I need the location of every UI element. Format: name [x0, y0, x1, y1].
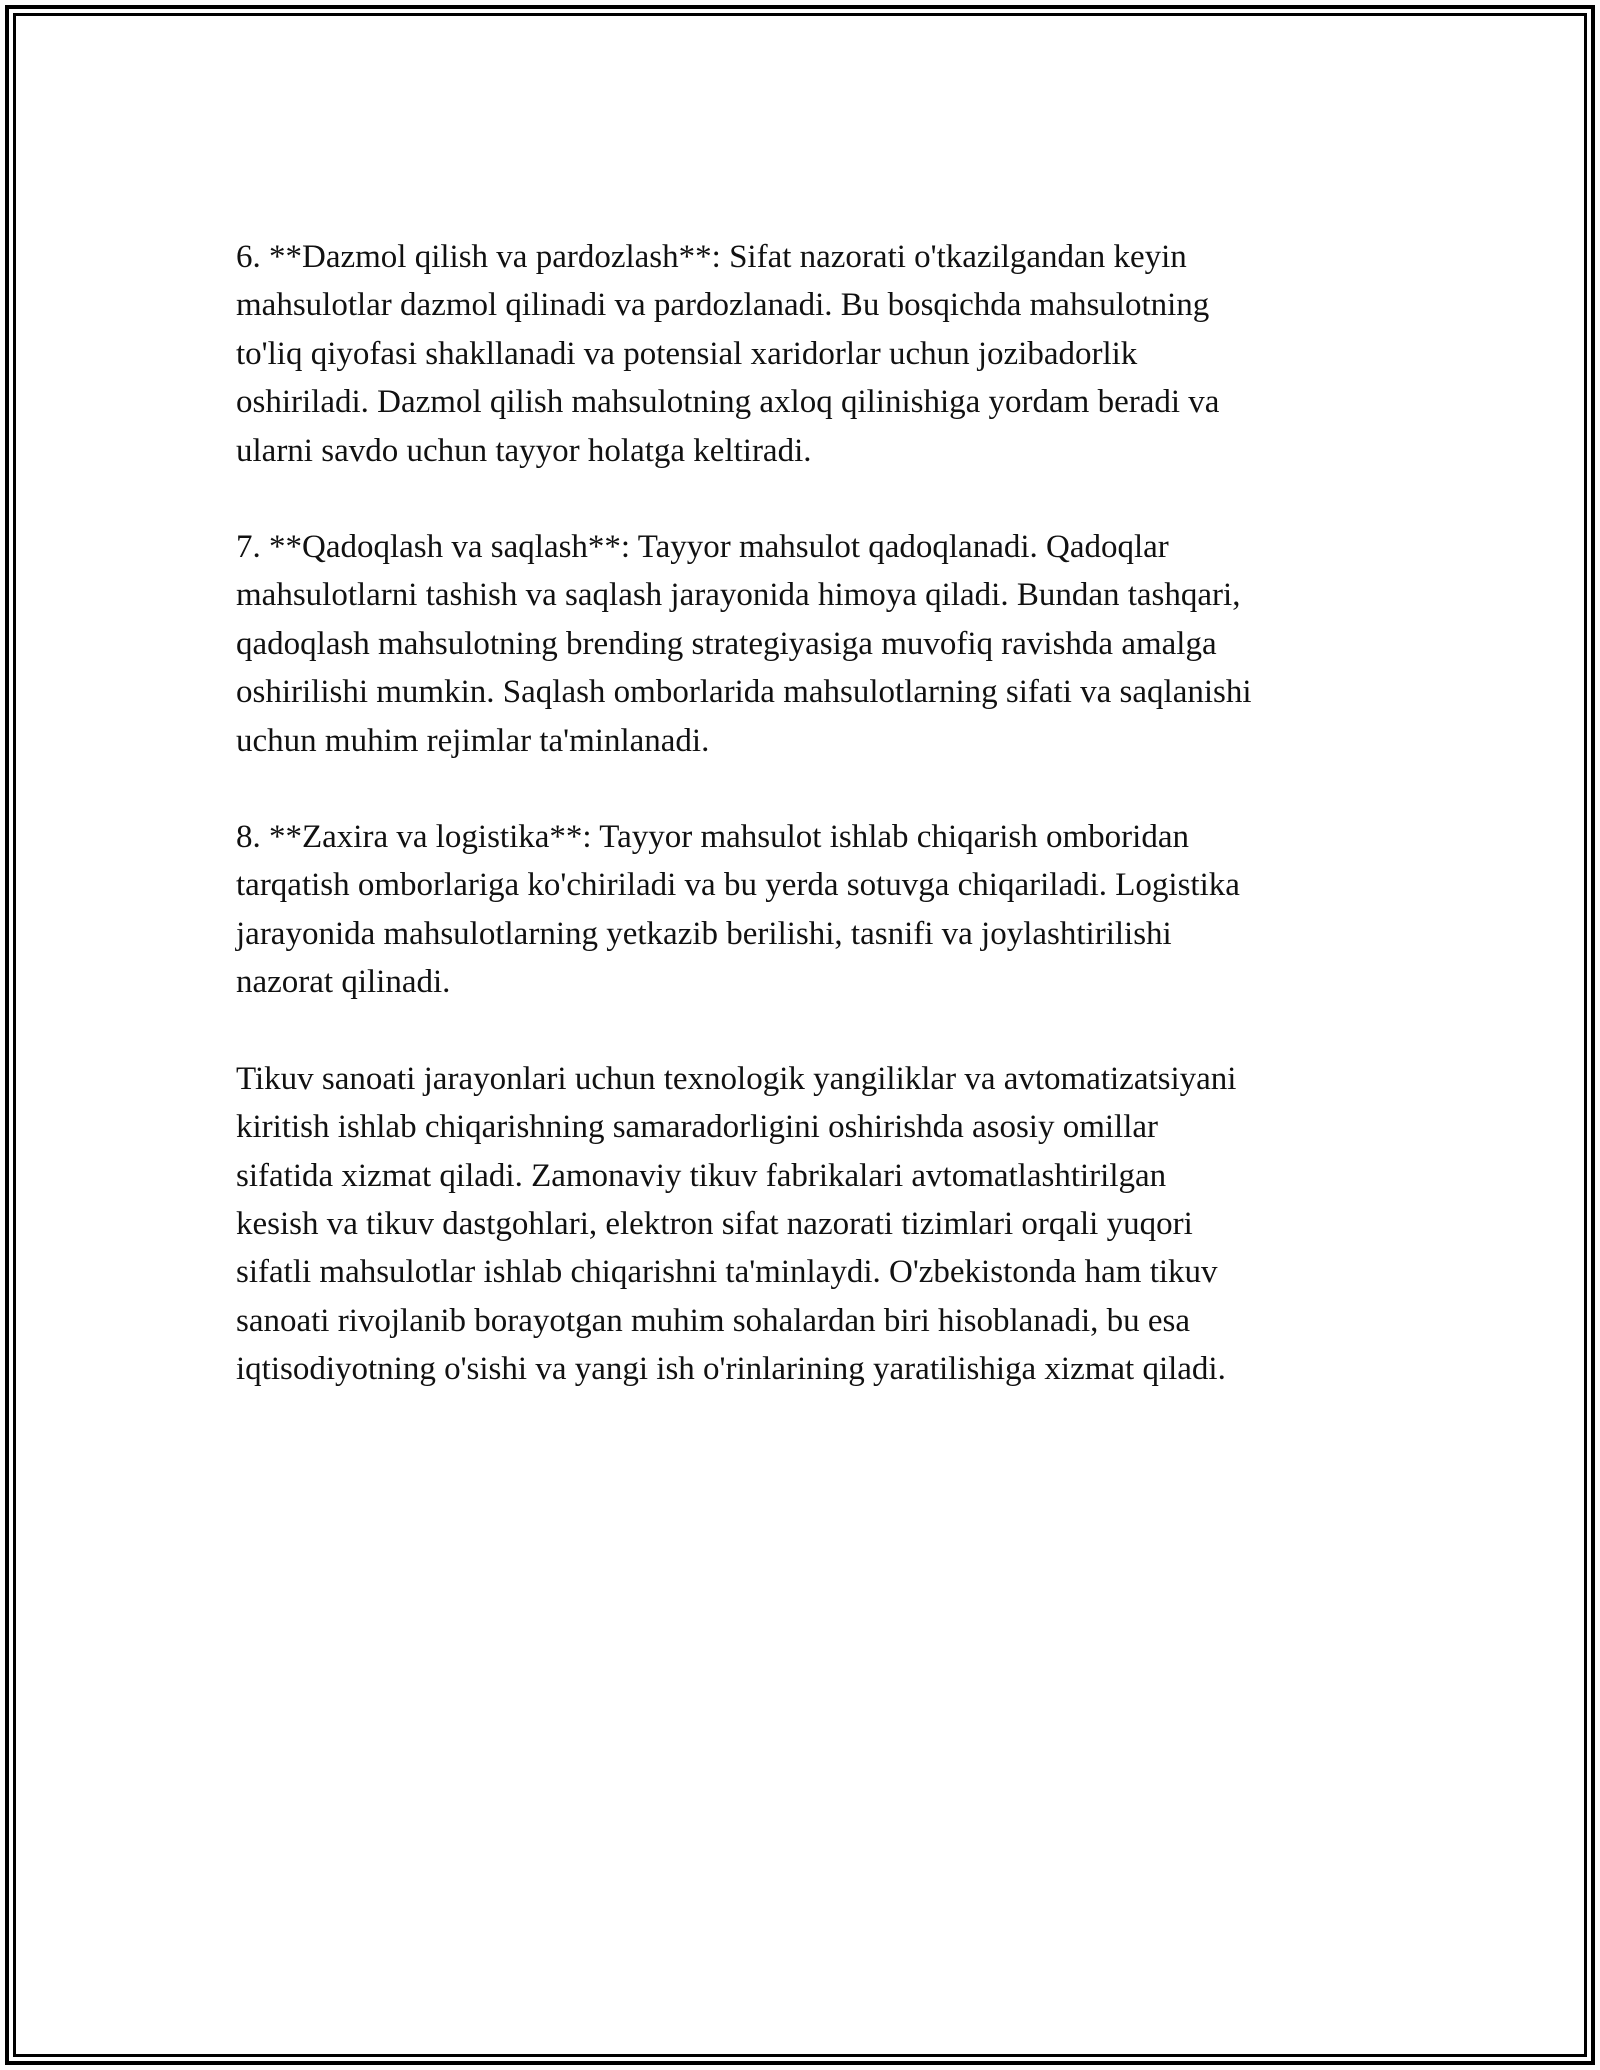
paragraph-packaging-storage: 7. **Qadoqlash va saqlash**: Tayyor mahsulot qadoqlanadi. Qadoqlar mahsulotlarni tashish va saqlash jarayonida himoya qiladi. Bundan tashqari, qadoqlash mahsulotning brending strategiyasiga muvofiq ravishda amalga oshirilishi mumkin. Saqlash omborlarida mahsulotlarning sifati va saqlanishi uchun muhim rejimlar ta'minlanadi.: [236, 529, 1252, 759]
paragraph-conclusion: Tikuv sanoati jarayonlari uchun texnologik yangiliklar va avtomatizatsiyani kiritish ishlab chiqarishning samaradorligini oshirishda asosiy omillar sifatida xizmat qiladi. Zamonaviy tikuv fabrikalari avtomatlashtirilgan kesish va tikuv dastgohlari, elektron sifat nazorati tizimlari orqali yuqori sifatli mahsulotlar ishlab chiqarishni ta'minlaydi. O'zbekistonda ham tikuv sanoati rivojlanib borayotgan muhim sohalardan biri hisoblanadi, bu esa iqtisodiyotning o'sishi va yangi ish o'rinlarining yaratilishiga xizmat qiladi.: [236, 1060, 1237, 1388]
document-body: [236, 233, 1386, 1394]
paragraph-ironing-finishing: 6. **Dazmol qilish va pardozlash**: Sifat nazorati o'tkazilgandan keyin mahsulotlar dazmol qilinadi va pardozlanadi. Bu bosqichda mahsulotning to'liq qiyofasi shakllanadi va potensial xaridorlar uchun jozibadorlik oshiriladi. Dazmol qilish mahsulotning axloq qilinishiga yordam beradi va ularni savdo uchun tayyor holatga keltiradi.: [236, 239, 1220, 469]
paragraph-stock-logistics: 8. **Zaxira va logistika**: Tayyor mahsulot ishlab chiqarish omboridan tarqatish omborlariga ko'chiriladi va bu yerda sotuvga chiqariladi. Logistika jarayonida mahsulotlarning yetkazib berilishi, tasnifi va joylashtirilishi nazorat qilinadi.: [236, 819, 1240, 1001]
